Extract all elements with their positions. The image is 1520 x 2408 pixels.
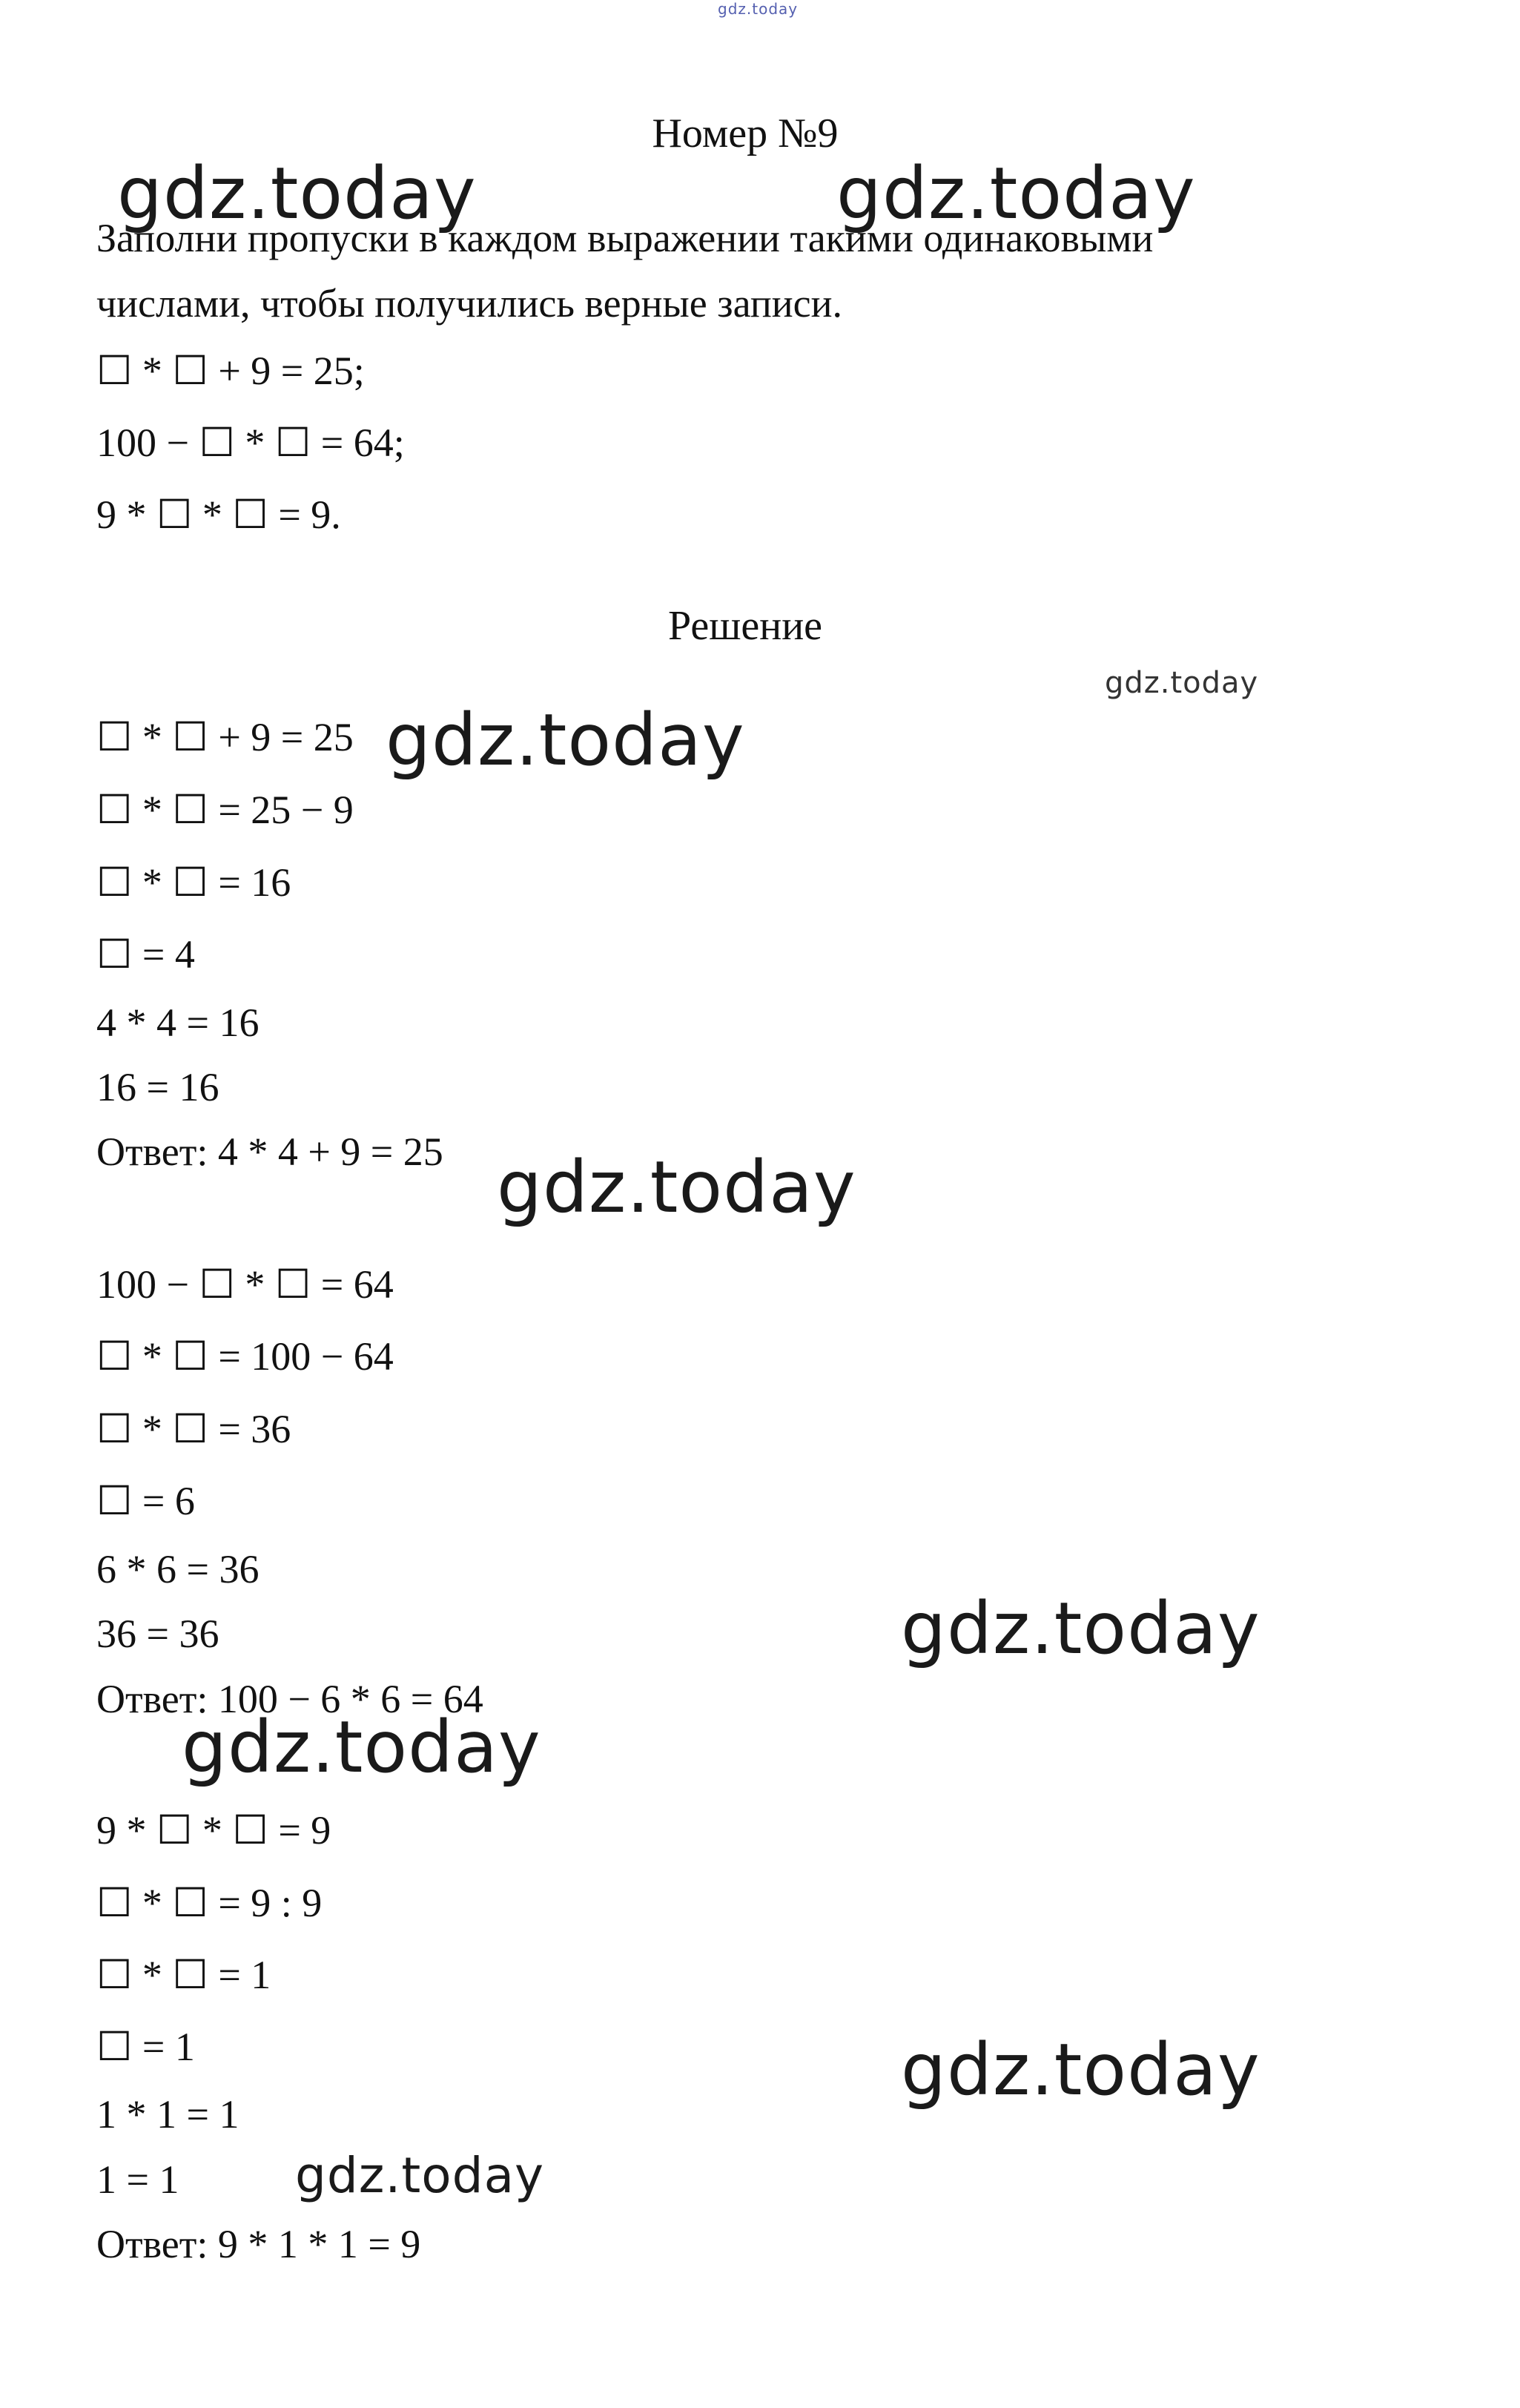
solution-3-line-5: 1 * 1 = 1	[96, 2092, 239, 2137]
task-expression-1: ☐ * ☐ + 9 = 25;	[96, 349, 365, 393]
watermark-8: gdz.today	[901, 2028, 1260, 2111]
solution-1-line-4: ☐ = 4	[96, 932, 195, 977]
solution-2-line-2: ☐ * ☐ = 100 − 64	[96, 1334, 394, 1379]
watermark-1: gdz.today	[117, 152, 477, 235]
solution-2-line-4: ☐ = 6	[96, 1479, 195, 1523]
task-text-line-1: Заполни пропуски в каждом выражении такими одинаковыми	[96, 216, 1154, 260]
solution-2-line-6: 36 = 36	[96, 1612, 219, 1656]
solution-3-line-6: 1 = 1	[96, 2157, 179, 2202]
solution-3-line-3: ☐ * ☐ = 1	[96, 1953, 271, 1997]
task-expression-2: 100 − ☐ * ☐ = 64;	[96, 420, 405, 465]
solution-3-line-2: ☐ * ☐ = 9 : 9	[96, 1881, 323, 1925]
watermark-5: gdz.today	[497, 1146, 856, 1229]
watermark-top: gdz.today	[718, 0, 799, 18]
solution-3-line-4: ☐ = 1	[96, 2025, 195, 2069]
solution-2-answer: Ответ: 100 − 6 * 6 = 64	[96, 1677, 483, 1721]
watermark-3: gdz.today	[1105, 666, 1259, 700]
watermark-6: gdz.today	[901, 1587, 1260, 1670]
solution-1-line-2: ☐ * ☐ = 25 − 9	[96, 788, 354, 832]
solution-title: Решение	[667, 603, 823, 649]
watermark-4: gdz.today	[386, 699, 745, 782]
solution-1-line-3: ☐ * ☐ = 16	[96, 860, 291, 905]
solution-1-line-5: 4 * 4 = 16	[96, 1000, 260, 1045]
task-text-line-2: числами, чтобы получились верные записи.	[96, 281, 842, 326]
watermark-2: gdz.today	[836, 152, 1196, 235]
solution-3-line-1: 9 * ☐ * ☐ = 9	[96, 1808, 331, 1853]
page-title: Номер №9	[652, 110, 839, 156]
solution-3-answer: Ответ: 9 * 1 * 1 = 9	[96, 2222, 421, 2266]
solution-1-answer: Ответ: 4 * 4 + 9 = 25	[96, 1129, 443, 1174]
solution-2-line-1: 100 − ☐ * ☐ = 64	[96, 1262, 394, 1307]
task-expression-3: 9 * ☐ * ☐ = 9.	[96, 492, 341, 537]
solution-2-line-5: 6 * 6 = 36	[96, 1547, 260, 1591]
solution-2-line-3: ☐ * ☐ = 36	[96, 1407, 291, 1451]
watermark-9: gdz.today	[295, 2147, 545, 2204]
solution-1-line-6: 16 = 16	[96, 1065, 219, 1109]
watermark-7: gdz.today	[182, 1706, 541, 1789]
solution-1-line-1: ☐ * ☐ + 9 = 25	[96, 715, 354, 759]
